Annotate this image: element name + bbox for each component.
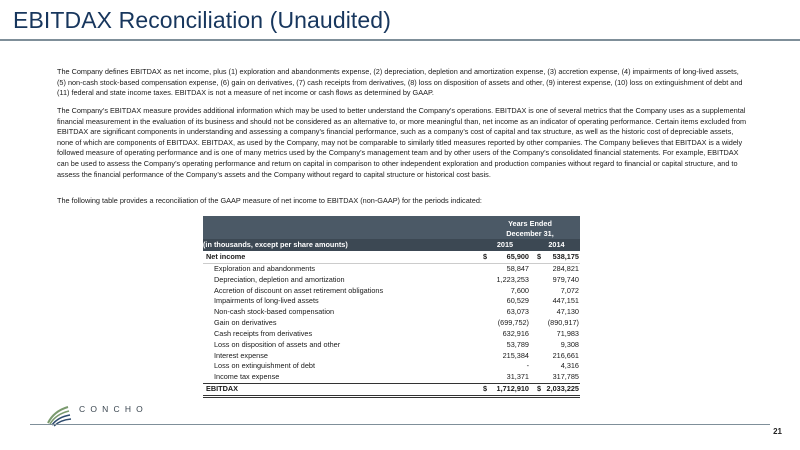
table-row [203,351,580,362]
dollar-sign: $ [483,384,488,394]
table-header [203,216,580,251]
table-row-ebitdax-total [203,383,580,398]
dollar-sign: $ [537,252,542,261]
row-label: Gain on derivatives [214,318,277,328]
dollar-sign: $ [537,384,542,394]
table-row [203,372,580,383]
value-2015: 65,900 [506,252,529,261]
table-row [203,307,580,318]
table-row [203,329,580,340]
table-row [203,318,580,329]
row-label: EBITDAX [206,384,239,394]
row-label: Depreciation, depletion and amortization [214,274,345,284]
value-2014: 2,033,225 [546,384,579,394]
dollar-sign: $ [483,252,488,261]
value-2015: 58,847 [506,263,529,273]
value-2015: 1,712,910 [496,384,529,394]
table-intro-paragraph: The following table provides a reconciliation of the GAAP measure of net income to EBITDAX (non-GAAP) for the periods indicated: [57,196,482,205]
row-label: Impairments of long-lived assets [214,296,319,306]
value-2014: 979,740 [552,274,579,284]
reconciliation-table-body [203,252,580,398]
value-2015: 632,916 [502,328,529,338]
value-2015: 31,371 [506,372,529,382]
header-col-2014: 2014 [548,240,565,249]
value-2014: 47,130 [556,307,579,317]
header-period: December 31, [506,229,554,238]
table-row [203,361,580,372]
row-label: Accretion of discount on asset retirement obligations [214,285,384,295]
row-label: Loss on extinguishment of debt [214,361,316,371]
row-label: Net income [206,252,246,261]
brand-wordmark: CONCHO [79,404,148,414]
value-2015: 53,789 [506,339,529,349]
explanation-paragraph: The Company’s EBITDAX measure provides additional information which may be used to better understand the Company’s operations. EBITDAX is one of several metrics that the Company uses as a supplemental financial measurement in the evaluation of its business and should not be considered as an alternative to, or more meaningful than, net income as an indicator of operating performance. Certain items excluded from EBITDAX are significant components in understanding and assessing a company’s financial performance, such as a company’s cost of capital and tax structure, as well as the historic cost of depreciable assets, none of which are components of EBITDAX. EBITDAX, as used by the Company, may not be comparable to similarly titled measures reported by other companies. The Company believes that EBITDAX is a widely followed measure of operating performance and is one of many metrics used by the Company’s management team and by other users of the Company’s consolidated financial statements. For example, EBITDAX can be used to assess the Company’s operating performance and return on capital in comparison to other independent exploration and production companies without regard to financial or capital structure, and to assess the financial performance of the Company’s assets and the Company without regard to capital structure or historical cost basis. [57,106,747,179]
title-divider [0,39,800,41]
value-2014: 447,151 [552,296,579,306]
value-2014: 4,316 [560,361,579,371]
value-2014: 9,308 [560,339,579,349]
value-2015: - [526,361,529,371]
value-2014: 71,983 [556,328,579,338]
value-2014: 317,785 [552,372,579,382]
definition-paragraph: The Company defines EBITDAX as net income, plus (1) exploration and abandonments expense, (2) depreciation, depletion and amortization expense, (3) accretion expense, (4) impairments of long-lived assets, (5) non-cash stock-based compensation expense, (6) gain on derivatives, (7) cash receipts from derivatives, (8) loss on disposition of assets and other, (9) interest expense, (10) loss on extinguishment of debt and (11) federal and state income taxes. EBITDAX is not a measure of net income or cash flows as determined by GAAP. [57,67,743,98]
row-label: Cash receipts from derivatives [214,328,313,338]
header-years-ended: Years Ended [508,219,552,228]
table-row [203,296,580,307]
value-2014: 7,072 [560,285,579,295]
value-2015: 1,223,253 [496,274,529,284]
table-row [203,264,580,275]
value-2015: 7,600 [510,285,529,295]
table-row [203,275,580,286]
header-col-2015: 2015 [496,240,514,249]
table-subheader [203,239,580,251]
page-number: 21 [773,427,782,436]
table-row [203,286,580,297]
value-2014: 538,175 [552,252,579,261]
value-2014: 216,661 [552,350,579,360]
row-label: Exploration and abandonments [214,263,316,273]
table-row-net-income [203,252,580,264]
footer-divider [30,424,770,425]
table-row [203,340,580,351]
value-2015: 60,529 [506,296,529,306]
value-2015: 63,073 [506,307,529,317]
value-2014: 284,821 [552,263,579,273]
page-title: EBITDAX Reconciliation (Unaudited) [13,7,391,33]
value-2015: 215,384 [502,350,529,360]
row-label: Income tax expense [214,372,280,382]
row-label: Loss on disposition of assets and other [214,339,341,349]
header-units-label: (in thousands, except per share amounts) [203,240,348,249]
row-label: Interest expense [214,350,268,360]
row-label: Non-cash stock-based compensation [214,307,335,317]
value-2015: (699,752) [497,318,529,328]
value-2014: (890,917) [547,318,579,328]
